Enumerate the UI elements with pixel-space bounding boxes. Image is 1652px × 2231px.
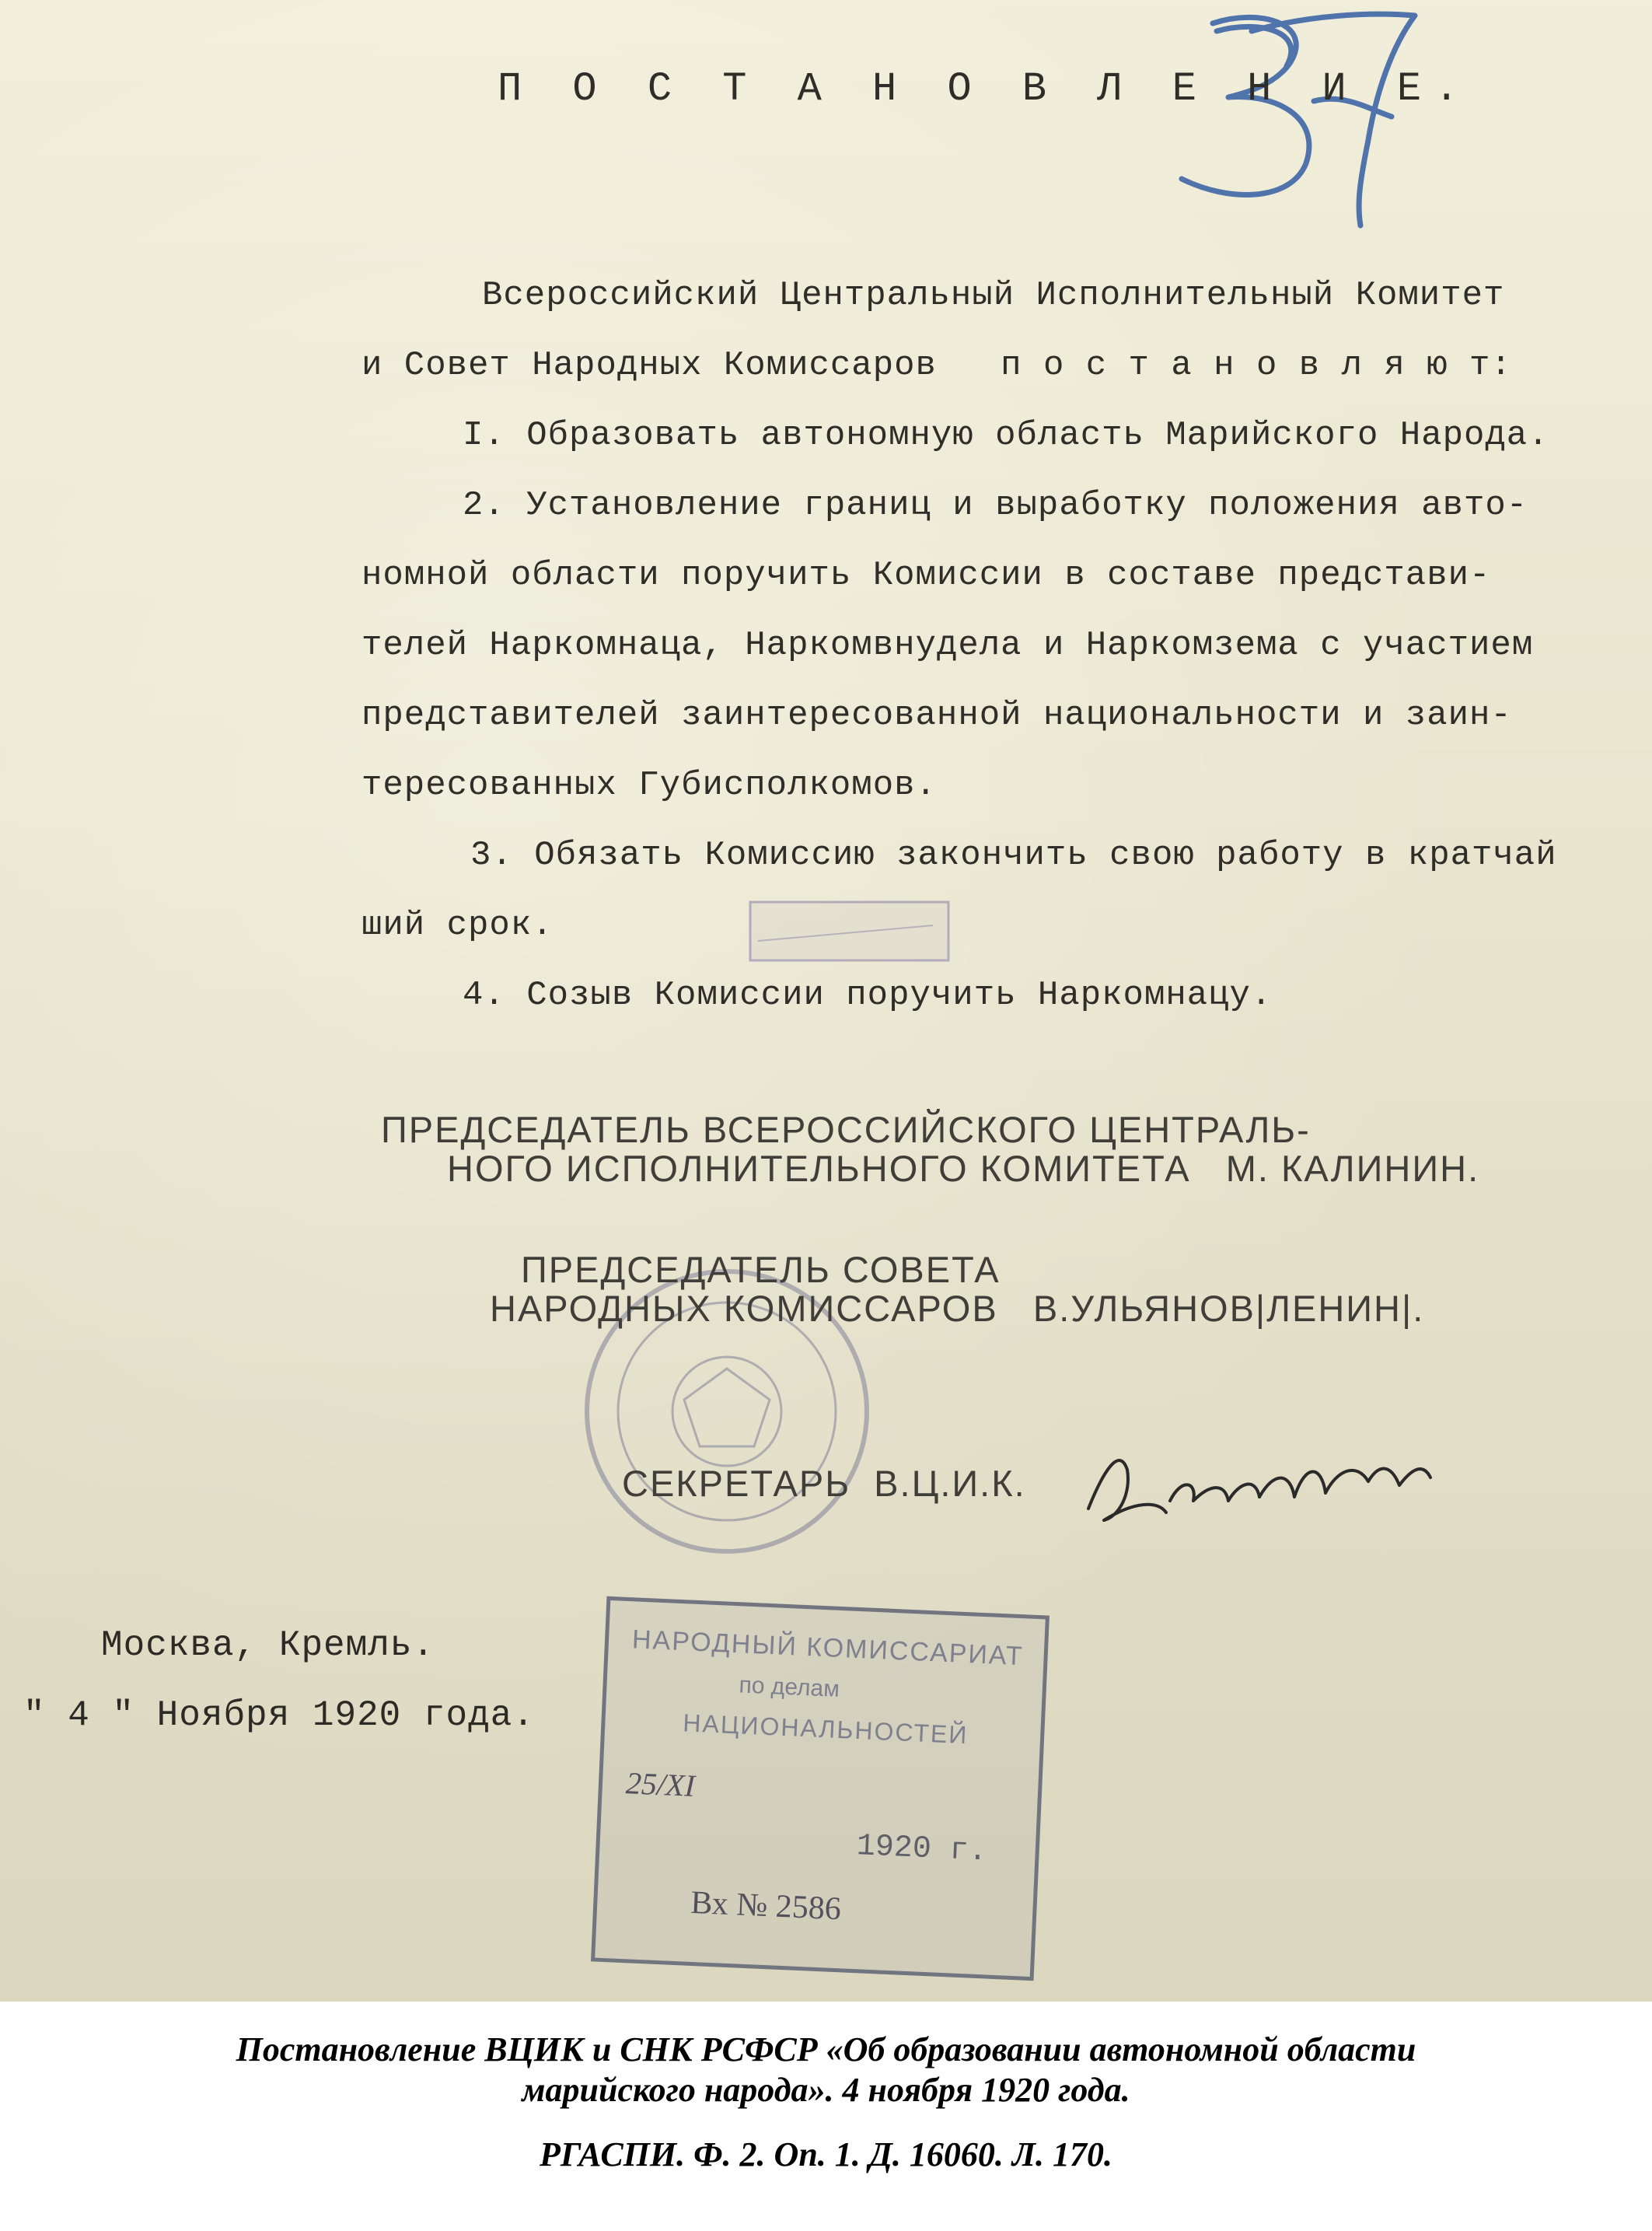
signature-line-3: ПРЕДСЕДАТЕЛЬ СОВЕТА — [521, 1249, 1001, 1290]
body-line-6: телей Наркомнаца, Наркомвнудела и Наркомзема с участием — [361, 626, 1534, 665]
body-line-11: 4. Созыв Комиссии поручить Наркомнацу. — [463, 976, 1273, 1015]
caption-line-1: Постановление ВЦИК и СНК РСФСР «Об образовании автономной области — [236, 2030, 1416, 2068]
body-line-4: 2. Установление границ и выработку положения авто- — [463, 486, 1528, 525]
signature-line-2: НОГО ИСПОЛНИТЕЛЬНОГО КОМИТЕТА М. КАЛИНИН. — [447, 1148, 1480, 1189]
body-line-10: ший срок. — [361, 906, 554, 945]
body-line-7: представителей заинтересованной национальности и заин- — [361, 696, 1512, 735]
signature-line-1: ПРЕДСЕДАТЕЛЬ ВСЕРОССИЙСКОГО ЦЕНТРАЛЬ- — [381, 1109, 1311, 1150]
body-line-1: Всероссийский Центральный Исполнительный Комитет — [482, 276, 1505, 315]
stamp-year: 1920 г. — [855, 1829, 988, 1870]
document-title: П О С Т А Н О В Л Е Н И Е. — [498, 66, 1472, 112]
body-line-8: тересованных Губисполкомов. — [361, 766, 937, 805]
signature-line-4: НАРОДНЫХ КОМИССАРОВ В.УЛЬЯНОВ|ЛЕНИН|. — [490, 1288, 1425, 1329]
body-line-2: и Совет Народных Комиссаров п о с т а н о в л я ю т: — [361, 346, 1512, 385]
stamp-incoming-number: Вх № 2586 — [690, 1884, 842, 1928]
body-line-9: 3. Обязать Комиссию закончить свою работу в кратчай — [470, 836, 1557, 875]
caption-line-3: РГАСПИ. Ф. 2. Оп. 1. Д. 16060. Л. 170. — [539, 2135, 1113, 2173]
registration-stamp — [591, 1596, 1050, 1981]
stamp-received-date: 25/XI — [625, 1765, 696, 1803]
stamp-line-3: НАЦИОНАЛЬНОСТЕЙ — [682, 1708, 969, 1750]
signature-line-5: СЕКРЕТАРЬ В.Ц.И.К. — [622, 1463, 1026, 1504]
body-line-5: номной области поручить Комиссии в составе представи- — [361, 556, 1491, 595]
date-line: " 4 " Ноября 1920 года. — [23, 1695, 535, 1736]
stamp-line-1: НАРОДНЫЙ КОМИССАРИАТ — [631, 1624, 1025, 1672]
body-line-3: I. Образовать автономную область Марийского Народа. — [463, 416, 1549, 455]
stamp-line-2: по делам — [738, 1672, 840, 1702]
place-line: Москва, Кремль. — [101, 1625, 435, 1666]
caption-line-2: марийского народа». 4 ноября 1920 года. — [522, 2071, 1130, 2109]
